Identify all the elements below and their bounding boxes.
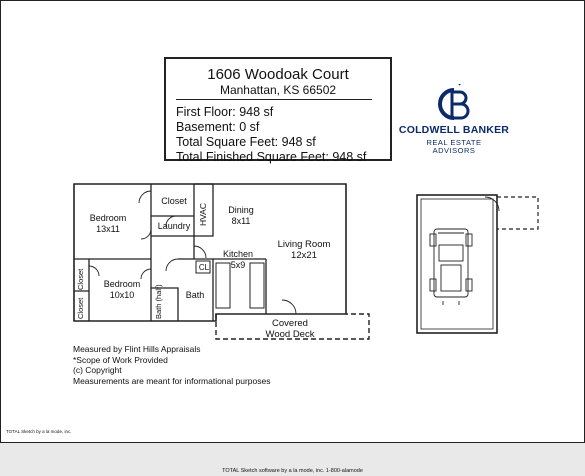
vehicle-icon: [430, 229, 472, 305]
property-city: Manhattan, KS 66502: [219, 83, 337, 97]
bath-label: Bath: [185, 290, 205, 300]
kitchen-closet-label: CL: [198, 263, 210, 272]
brand-tagline-2: ADVISORS: [432, 146, 476, 155]
kitchen-label: Kitchen 5x9: [222, 249, 254, 270]
basement-area: Basement: 0 sf: [176, 120, 260, 134]
total-area: Total Square Feet: 948 sf: [176, 135, 316, 149]
closet-left-2-label: Closet: [76, 297, 85, 319]
bedroom-2-label: Bedroom 10x10: [103, 279, 141, 300]
living-room-label: Living Room 12x21: [277, 239, 331, 261]
dining-label: Dining 8x11: [228, 205, 254, 226]
property-address: 1606 Woodoak Court: [207, 66, 349, 83]
first-floor-area: First Floor: 948 sf: [176, 105, 274, 119]
note-line: Measurements are meant for informational purposes: [73, 375, 271, 386]
note-line: Measured by Flint Hills Appraisals: [73, 344, 201, 354]
finished-area: Total Finished Square Feet: 948 sf: [176, 150, 367, 164]
note-line: (c) Copyright: [73, 365, 122, 375]
bedroom-1-label: Bedroom 13x11: [89, 213, 127, 234]
note-line: *Scope of Work Provided: [73, 354, 168, 365]
closet-left-1-label: Closet: [76, 268, 85, 290]
brand-tagline-1: REAL ESTATE: [426, 138, 482, 147]
brand-name: COLDWELL BANKER: [398, 124, 510, 136]
deck-label: Covered Wood Deck: [265, 318, 315, 340]
hvac-label: HVAC: [198, 203, 208, 226]
closet-label: Closet: [161, 196, 187, 206]
laundry-label: Laundry: [157, 221, 191, 231]
software-credit-small: TOTAL Sketch by a la mode, inc.: [6, 429, 72, 434]
half-bath-label: Bath (half): [154, 284, 163, 319]
measurement-notes: [73, 344, 270, 386]
software-credit-footer: TOTAL Sketch software by a la mode, inc. 1-800-alamode: [222, 468, 363, 474]
